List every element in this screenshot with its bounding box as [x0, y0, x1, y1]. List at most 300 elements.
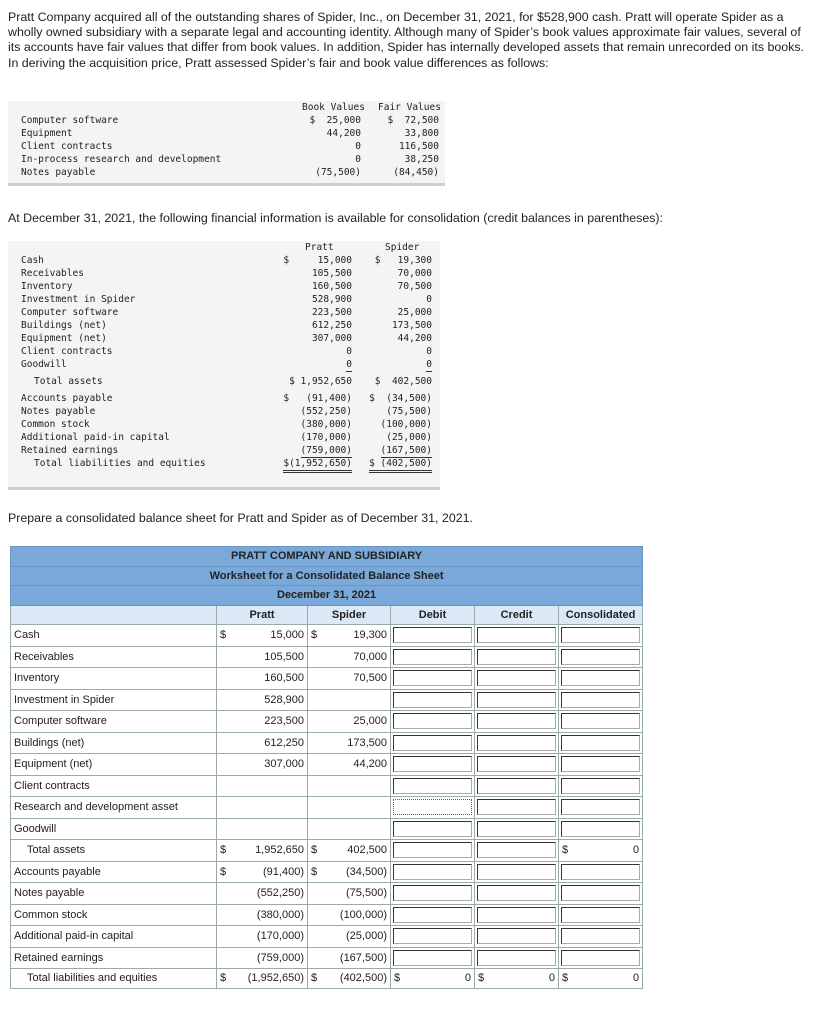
- credit-input[interactable]: [477, 713, 556, 729]
- credit-cell: [475, 732, 559, 754]
- debit-total-value: 0: [464, 972, 471, 985]
- pratt-currency: [217, 711, 237, 733]
- worksheet-row-accounts-payable: [11, 861, 643, 883]
- spider-column-header: Spider: [308, 605, 391, 625]
- worksheet-row-label: Additional paid-in capital: [11, 926, 217, 948]
- pratt-amount: 612,250: [237, 732, 308, 754]
- credit-cell: [475, 797, 559, 819]
- pratt-header: Pratt: [305, 242, 334, 253]
- worksheet-row-notes-payable: [11, 883, 643, 905]
- pratt-amount: [237, 797, 308, 819]
- spider-amount: (402,500): [328, 969, 391, 989]
- credit-input[interactable]: [477, 627, 556, 643]
- worksheet-row-buildings-net: [11, 732, 643, 754]
- worksheet-row-label: Total liabilities and equities: [11, 969, 217, 989]
- worksheet-row-label: Retained earnings: [11, 947, 217, 969]
- spider-currency: [308, 926, 328, 948]
- worksheet-row-equipment-net: [11, 754, 643, 776]
- financial-info-row: [8, 332, 440, 345]
- debit-total: [391, 969, 475, 989]
- credit-cell: [475, 689, 559, 711]
- pratt-amount: 528,900: [237, 689, 308, 711]
- debit-cell: [391, 947, 475, 969]
- pratt-currency: [217, 883, 237, 905]
- consolidated-input[interactable]: [561, 928, 640, 944]
- pratt-amount: 223,500: [237, 711, 308, 733]
- worksheet-title: Worksheet for a Consolidated Balance Sheet: [11, 566, 643, 586]
- spider-currency: [308, 947, 328, 969]
- credit-cell: [475, 818, 559, 840]
- pratt-value: (380,000): [300, 419, 352, 430]
- pratt-currency: [217, 926, 237, 948]
- pratt-amount: [237, 818, 308, 840]
- spider-value: 44,200: [397, 333, 432, 344]
- pratt-currency: $: [217, 969, 237, 989]
- spider-currency: [308, 775, 328, 797]
- debit-cell: [391, 754, 475, 776]
- worksheet-row-additional-paid-in-capital: [11, 926, 643, 948]
- credit-input[interactable]: [477, 864, 556, 880]
- consolidated-input[interactable]: [561, 627, 640, 643]
- financial-info-label: Common stock: [21, 419, 90, 430]
- debit-input[interactable]: [393, 670, 472, 686]
- consolidated-input[interactable]: [561, 649, 640, 665]
- consolidated-total-currency: $: [562, 844, 569, 857]
- consolidated-input[interactable]: [561, 885, 640, 901]
- credit-input[interactable]: [477, 842, 556, 858]
- consolidated-input[interactable]: [561, 670, 640, 686]
- pratt-value: 105,500: [311, 268, 352, 279]
- worksheet-row-goodwill: [11, 818, 643, 840]
- debit-cell: [391, 861, 475, 883]
- spider-amount: 70,000: [328, 646, 391, 668]
- spider-amount: 25,000: [328, 711, 391, 733]
- debit-cell: [391, 732, 475, 754]
- credit-input[interactable]: [477, 649, 556, 665]
- financial-info-row: [8, 345, 440, 358]
- pratt-amount: 1,952,650: [237, 840, 308, 862]
- credit-input[interactable]: [477, 821, 556, 837]
- spider-amount: 19,300: [328, 625, 391, 647]
- financial-info-label: Goodwill: [21, 359, 67, 370]
- financial-info-row: [8, 431, 440, 444]
- financial-info-label: Receivables: [21, 268, 84, 279]
- credit-cell: [475, 625, 559, 647]
- fair-value-label: Client contracts: [21, 141, 113, 152]
- credit-input[interactable]: [477, 670, 556, 686]
- pratt-value: 528,900: [311, 294, 352, 305]
- pratt-value: 0: [346, 346, 352, 357]
- credit-input[interactable]: [477, 756, 556, 772]
- financial-info-row: [8, 319, 440, 332]
- consolidated-total: [559, 840, 643, 862]
- spider-amount: [328, 797, 391, 819]
- fair-value-table: [8, 101, 445, 186]
- financial-info-row: [8, 293, 440, 306]
- credit-total-value: 0: [548, 972, 555, 985]
- pratt-currency: [217, 775, 237, 797]
- worksheet-row-label: Total assets: [11, 840, 217, 862]
- consolidated-cell: [559, 711, 643, 733]
- debit-cell: [391, 711, 475, 733]
- spider-amount: (75,500): [328, 883, 391, 905]
- worksheet-row-label: Buildings (net): [11, 732, 217, 754]
- fair-value-label: In-process research and development: [21, 154, 222, 165]
- spider-currency: [308, 668, 328, 690]
- fair-value-row: [8, 153, 445, 166]
- credit-cell: [475, 904, 559, 926]
- consolidated-cell: [559, 818, 643, 840]
- fair-value-row: [8, 114, 445, 127]
- debit-input[interactable]: [393, 735, 472, 751]
- pratt-currency: [217, 947, 237, 969]
- pratt-currency: [217, 797, 237, 819]
- financial-info-label: Buildings (net): [21, 320, 107, 331]
- pratt-currency: $: [217, 625, 237, 647]
- consolidated-cell: [559, 754, 643, 776]
- financial-info-row: [8, 280, 440, 293]
- consolidated-total-value: 0: [632, 844, 640, 857]
- pratt-value: 307,000: [311, 333, 352, 344]
- debit-input[interactable]: [393, 756, 472, 772]
- consolidated-input[interactable]: [561, 778, 640, 794]
- debit-cell: [391, 775, 475, 797]
- spider-amount: (100,000): [328, 904, 391, 926]
- pratt-value: $(1,952,650): [283, 457, 352, 473]
- credit-cell: [475, 775, 559, 797]
- worksheet-row-receivables: [11, 646, 643, 668]
- spider-value: $ 402,500: [374, 376, 432, 387]
- worksheet-row-label: Goodwill: [11, 818, 217, 840]
- financial-info-row: [8, 457, 440, 470]
- credit-column-header: Credit: [475, 605, 559, 625]
- worksheet-row-total-assets: [11, 840, 643, 862]
- spider-value: (100,000): [380, 419, 432, 430]
- consolidated-column-header: Consolidated: [559, 605, 643, 625]
- pratt-currency: $: [217, 861, 237, 883]
- consolidated-cell: [559, 861, 643, 883]
- financial-info-label: Retained earnings: [21, 445, 119, 456]
- debit-input[interactable]: [393, 627, 472, 643]
- credit-input[interactable]: [477, 928, 556, 944]
- spider-currency: $: [308, 625, 328, 647]
- pratt-amount: (91,400): [237, 861, 308, 883]
- debit-input[interactable]: [393, 864, 472, 880]
- financial-info-label: Computer software: [21, 307, 119, 318]
- consolidated-cell: [559, 732, 643, 754]
- debit-total-currency: $: [394, 972, 401, 985]
- credit-input[interactable]: [477, 885, 556, 901]
- consolidated-cell: [559, 926, 643, 948]
- consolidated-input[interactable]: [561, 735, 640, 751]
- fair-value-book: $ 25,000: [309, 115, 361, 126]
- debit-input[interactable]: [393, 821, 472, 837]
- spider-currency: [308, 797, 328, 819]
- consolidated-cell: [559, 947, 643, 969]
- financial-info-row: [8, 254, 440, 267]
- spider-amount: [328, 818, 391, 840]
- worksheet-row-label: Notes payable: [11, 883, 217, 905]
- worksheet-row-investment-in-spider: [11, 689, 643, 711]
- pratt-currency: [217, 689, 237, 711]
- consolidated-total: [559, 969, 643, 989]
- worksheet-row-label: Equipment (net): [11, 754, 217, 776]
- pratt-currency: $: [217, 840, 237, 862]
- pratt-amount: (380,000): [237, 904, 308, 926]
- consolidated-total-value: 0: [632, 972, 640, 985]
- pratt-amount: 15,000: [237, 625, 308, 647]
- consolidated-cell: [559, 668, 643, 690]
- pratt-column-header: Pratt: [217, 605, 308, 625]
- worksheet-row-label: Research and development asset: [11, 797, 217, 819]
- fair-value-fair: 116,500: [398, 141, 439, 152]
- pratt-value: $ (91,400): [283, 393, 352, 404]
- debit-input[interactable]: [393, 842, 472, 858]
- spider-currency: [308, 732, 328, 754]
- financial-info-row: [8, 267, 440, 280]
- worksheet-row-label: Inventory: [11, 668, 217, 690]
- spider-value: 25,000: [397, 307, 432, 318]
- worksheet-row-common-stock: [11, 904, 643, 926]
- consolidated-cell: [559, 625, 643, 647]
- credit-input[interactable]: [477, 907, 556, 923]
- worksheet-row-label: Cash: [11, 625, 217, 647]
- credit-input[interactable]: [477, 735, 556, 751]
- spider-currency: [308, 754, 328, 776]
- spider-amount: 402,500: [328, 840, 391, 862]
- spider-currency: $: [308, 861, 328, 883]
- pratt-currency: [217, 668, 237, 690]
- financial-info-label: Additional paid-in capital: [21, 432, 170, 443]
- fair-value-book: 0: [355, 141, 361, 152]
- worksheet-row-research-and-development-asset: [11, 797, 643, 819]
- financial-info-row: [8, 306, 440, 319]
- debit-cell: [391, 625, 475, 647]
- spider-amount: 44,200: [328, 754, 391, 776]
- spider-amount: [328, 689, 391, 711]
- financial-info-label: Notes payable: [21, 406, 96, 417]
- pratt-amount: [237, 775, 308, 797]
- spider-currency: [308, 711, 328, 733]
- debit-input[interactable]: [393, 692, 472, 708]
- spider-value: 0: [426, 346, 432, 357]
- debit-cell: [391, 668, 475, 690]
- financial-info-label: Client contracts: [21, 346, 113, 357]
- consolidated-input[interactable]: [561, 821, 640, 837]
- credit-input[interactable]: [477, 692, 556, 708]
- worksheet-row-label: Accounts payable: [11, 861, 217, 883]
- consolidated-cell: [559, 797, 643, 819]
- fair-value-row: [8, 140, 445, 153]
- debit-input[interactable]: [393, 885, 472, 901]
- pratt-value: 612,250: [311, 320, 352, 331]
- pratt-value: $ 15,000: [283, 255, 352, 266]
- financial-info-label: Total assets: [34, 376, 103, 387]
- financial-info-row: [8, 405, 440, 418]
- financial-info-label: Investment in Spider: [21, 294, 136, 305]
- consolidated-input[interactable]: [561, 692, 640, 708]
- fair-value-book: 0: [355, 154, 361, 165]
- fair-value-book: (75,500): [315, 167, 361, 178]
- spider-currency: [308, 646, 328, 668]
- spider-value: 0: [426, 294, 432, 305]
- spider-value: $ 19,300: [374, 255, 432, 266]
- spider-amount: [328, 775, 391, 797]
- credit-input[interactable]: [477, 799, 556, 815]
- fair-value-fair: 33,800: [404, 128, 439, 139]
- financial-info-row: [8, 375, 440, 388]
- fair-value-fair: 38,250: [404, 154, 439, 165]
- pratt-value: $ 1,952,650: [289, 376, 352, 387]
- worksheet-row-label: Common stock: [11, 904, 217, 926]
- worksheet-row-label: Computer software: [11, 711, 217, 733]
- spider-value: (75,500): [386, 406, 432, 417]
- pratt-currency: [217, 818, 237, 840]
- spider-currency: [308, 904, 328, 926]
- financial-info-label: Cash: [21, 255, 44, 266]
- debit-cell: [391, 646, 475, 668]
- pratt-amount: 160,500: [237, 668, 308, 690]
- credit-total: [475, 969, 559, 989]
- consolidated-cell: [559, 689, 643, 711]
- financial-info-row: [8, 392, 440, 405]
- financial-info-label: Accounts payable: [21, 393, 113, 404]
- pratt-currency: [217, 754, 237, 776]
- fair-value-fair: (84,450): [393, 167, 439, 178]
- credit-cell: [475, 861, 559, 883]
- pratt-currency: [217, 732, 237, 754]
- debit-input[interactable]: [393, 907, 472, 923]
- consolidated-input[interactable]: [561, 864, 640, 880]
- pratt-amount: (552,250): [237, 883, 308, 905]
- worksheet-company-title: PRATT COMPANY AND SUBSIDIARY: [11, 547, 643, 567]
- pratt-amount: (759,000): [237, 947, 308, 969]
- debit-input[interactable]: [393, 649, 472, 665]
- spider-header: Spider: [385, 242, 420, 253]
- debit-cell: [391, 926, 475, 948]
- credit-cell: [475, 646, 559, 668]
- debit-column-header: Debit: [391, 605, 475, 625]
- worksheet-row-label: Client contracts: [11, 775, 217, 797]
- pratt-amount: (170,000): [237, 926, 308, 948]
- pratt-value: (759,000): [300, 445, 352, 456]
- worksheet-row-retained-earnings: [11, 947, 643, 969]
- spider-currency: $: [308, 840, 328, 862]
- debit-input[interactable]: [393, 799, 472, 815]
- consolidated-input[interactable]: [561, 756, 640, 772]
- fair-values-header: Fair Values: [378, 102, 441, 113]
- worksheet-row-label: Investment in Spider: [11, 689, 217, 711]
- credit-input[interactable]: [477, 950, 556, 966]
- credit-cell: [475, 668, 559, 690]
- spider-value: 0: [426, 359, 432, 370]
- spider-value: $ (402,500): [369, 457, 432, 473]
- fair-value-row: [8, 127, 445, 140]
- spider-currency: [308, 818, 328, 840]
- consolidation-worksheet: [10, 546, 643, 989]
- consolidated-input[interactable]: [561, 907, 640, 923]
- debit-input[interactable]: [393, 778, 472, 794]
- pratt-value: (552,250): [300, 406, 352, 417]
- consolidated-input[interactable]: [561, 799, 640, 815]
- debit-cell: [391, 883, 475, 905]
- fair-value-label: Equipment: [21, 128, 73, 139]
- pratt-value: 160,500: [311, 281, 352, 292]
- spider-value: 173,500: [391, 320, 432, 331]
- worksheet-row-cash: [11, 625, 643, 647]
- spider-amount: 173,500: [328, 732, 391, 754]
- spider-currency: [308, 689, 328, 711]
- consolidated-input[interactable]: [561, 713, 640, 729]
- credit-cell: [475, 840, 559, 862]
- financial-info-label: Inventory: [21, 281, 73, 292]
- fair-value-row: [8, 166, 445, 179]
- credit-cell: [475, 947, 559, 969]
- debit-input[interactable]: [393, 950, 472, 966]
- pratt-currency: [217, 904, 237, 926]
- credit-input[interactable]: [477, 778, 556, 794]
- financial-info-row: [8, 418, 440, 431]
- consolidation-intro: At December 31, 2021, the following financial information is available for consolidation (credit balances in parentheses):: [8, 211, 664, 225]
- spider-amount: (25,000): [328, 926, 391, 948]
- spider-value: 70,500: [397, 281, 432, 292]
- book-values-header: Book Values: [302, 102, 365, 113]
- fair-value-label: Computer software: [21, 115, 119, 126]
- pratt-value: 223,500: [311, 307, 352, 318]
- pratt-value: (170,000): [300, 432, 352, 443]
- consolidated-cell: [559, 646, 643, 668]
- spider-amount: (34,500): [328, 861, 391, 883]
- financial-info-row: [8, 358, 440, 371]
- financial-info-table: [8, 241, 440, 490]
- financial-info-row: [8, 444, 440, 457]
- fair-value-fair: $ 72,500: [387, 115, 439, 126]
- spider-currency: [308, 883, 328, 905]
- credit-cell: [475, 883, 559, 905]
- pratt-currency: [217, 646, 237, 668]
- consolidated-cell: [559, 775, 643, 797]
- consolidated-cell: [559, 904, 643, 926]
- pratt-amount: (1,952,650): [237, 969, 308, 989]
- financial-info-label: Total liabilities and equities: [34, 458, 206, 469]
- debit-cell: [391, 904, 475, 926]
- credit-total-currency: $: [478, 972, 485, 985]
- worksheet-row-computer-software: [11, 711, 643, 733]
- financial-info-label: Equipment (net): [21, 333, 107, 344]
- consolidated-input[interactable]: [561, 950, 640, 966]
- debit-cell: [391, 797, 475, 819]
- consolidated-cell: [559, 883, 643, 905]
- spider-value: (25,000): [386, 432, 432, 443]
- worksheet-row-inventory: [11, 668, 643, 690]
- fair-value-book: 44,200: [326, 128, 361, 139]
- debit-cell: [391, 840, 475, 862]
- pratt-amount: 307,000: [237, 754, 308, 776]
- consolidated-total-currency: $: [562, 972, 569, 985]
- spider-amount: (167,500): [328, 947, 391, 969]
- fair-value-label: Notes payable: [21, 167, 96, 178]
- credit-cell: [475, 754, 559, 776]
- spider-value: $ (34,500): [369, 393, 432, 404]
- worksheet-row-total-liabilities-and-equities: [11, 969, 643, 989]
- pratt-amount: 105,500: [237, 646, 308, 668]
- debit-input[interactable]: [393, 928, 472, 944]
- worksheet-row-client-contracts: [11, 775, 643, 797]
- pratt-value: 0: [346, 359, 352, 370]
- debit-input[interactable]: [393, 713, 472, 729]
- worksheet-row-label: Receivables: [11, 646, 217, 668]
- debit-cell: [391, 818, 475, 840]
